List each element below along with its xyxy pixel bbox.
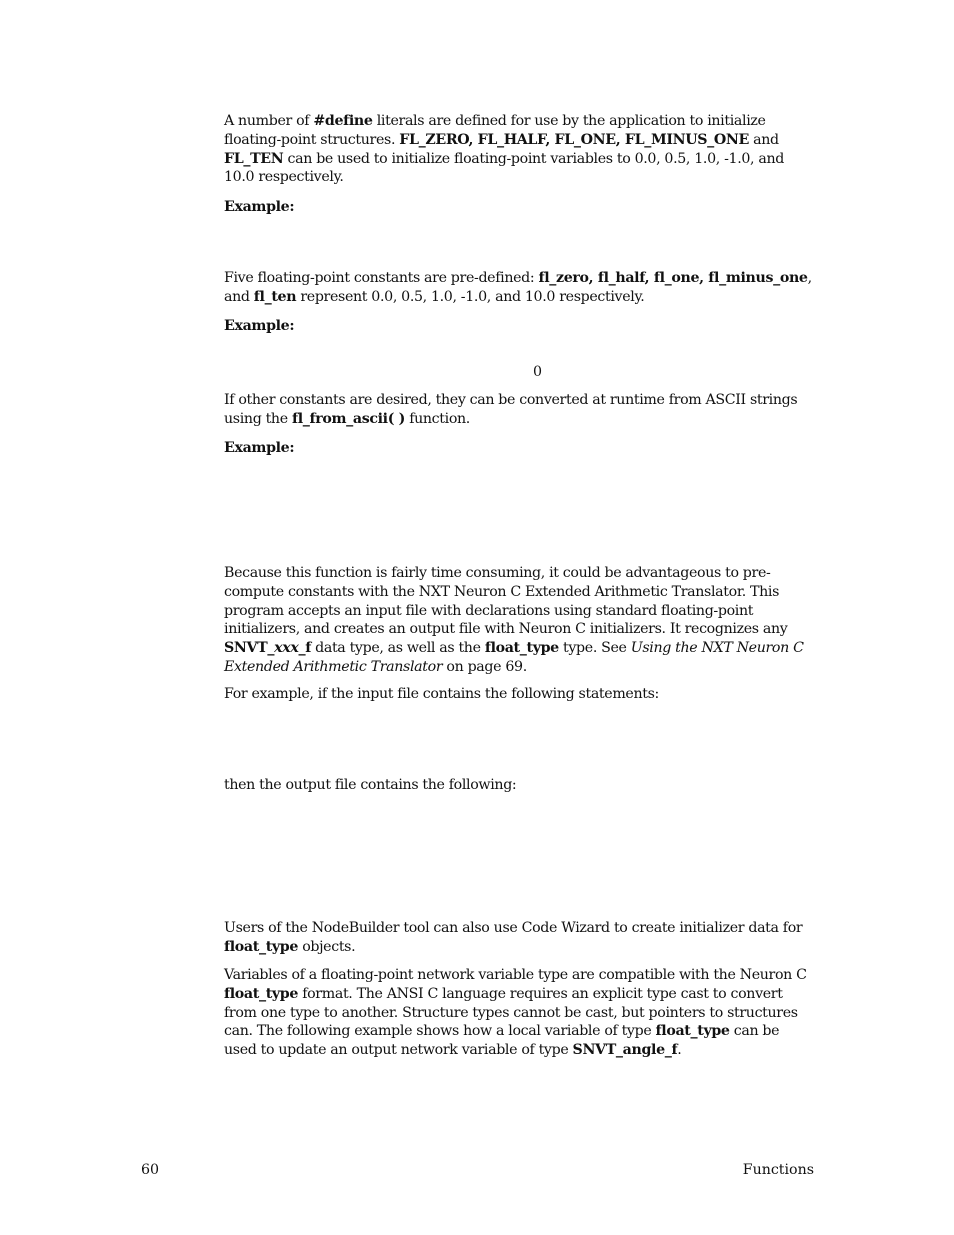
paragraph-predefined-constants: Five floating-point constants are pre-defined: fl_zero, fl_half, fl_one, fl_minus_one, and fl_ten represent 0.0, 0.5, 1.0, -1.0, and 10.0 respectively. [224, 270, 812, 305]
section-title: Functions [742, 1162, 814, 1178]
example-label: Example: [224, 199, 295, 215]
page-number: 60 [141, 1162, 160, 1178]
example-label: Example: [224, 440, 295, 456]
paragraph-output-file: then the output file contains the following: [224, 777, 517, 793]
code-fragment-zero: 0 [533, 364, 543, 380]
example-label: Example: [224, 318, 295, 334]
paragraph-runtime-conversion: If other constants are desired, they can be converted at runtime from ASCII strings using the fl_from_ascii( ) function. [224, 392, 798, 427]
paragraph-input-file: For example, if the input file contains the following statements: [224, 686, 659, 702]
paragraph-network-variable-compat: Variables of a floating-point network variable type are compatible with the Neuron C float_type format. The ANSI C language requires an explicit type cast to convert from one type to another. Structure types cannot be cast, but pointers to structures can. The following example shows how a local variable of type float_type can be used to update an output network variable of type SNVT_angle_f. [224, 967, 807, 1059]
paragraph-translator: Because this function is fairly time consuming, it could be advantageous to pre-compute constants with the NXT Neuron C Extended Arithmetic Translator. This program accepts an input file with declarations using standard floating-point initializers, and creates an output file with Neuron C initializers. It recognizes any SNVT_xxx_f data type, as well as the float_type type. See Using the NXT Neuron C Extended Arithmetic Translator on page 69. [224, 565, 804, 675]
paragraph-code-wizard: Users of the NodeBuilder tool can also use Code Wizard to create initializer data for float_type objects. [224, 920, 803, 955]
paragraph-define-literals: A number of #define literals are defined for use by the application to initialize floating-point structures. FL_ZERO, FL_HALF, FL_ONE, FL_MINUS_ONE and FL_TEN can be used to initialize floating-point variables to 0.0, 0.5, 1.0, -1.0, and 10.0 respectively. [224, 113, 784, 186]
